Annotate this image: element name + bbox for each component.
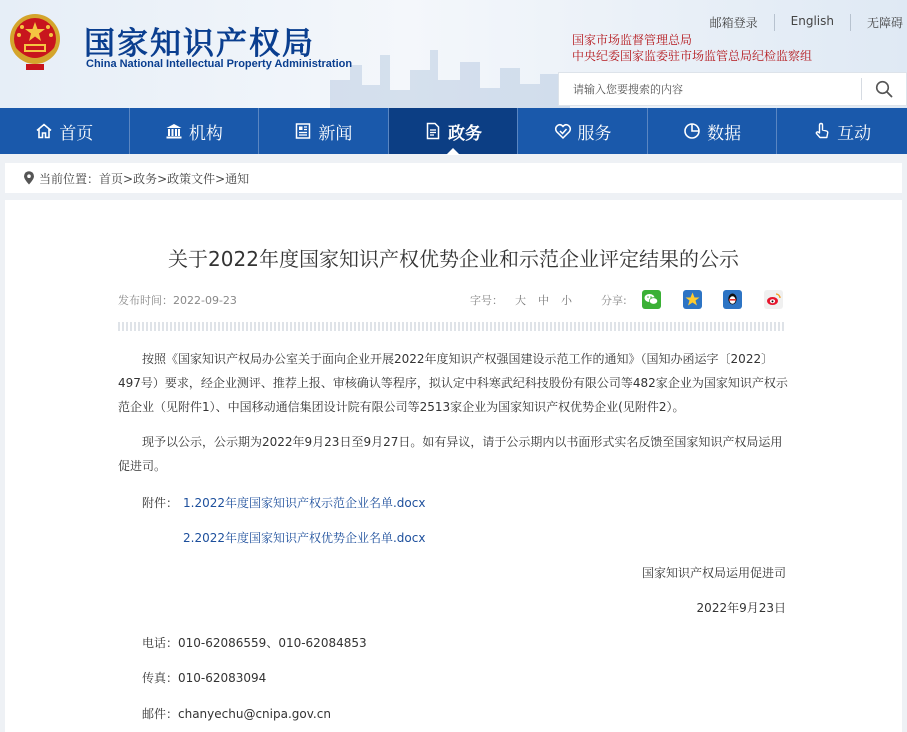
nav-interaction[interactable] <box>777 108 907 154</box>
service-icon <box>554 122 572 140</box>
font-size-controls <box>470 292 572 308</box>
wechat-icon[interactable] <box>642 290 661 309</box>
affiliation-samr[interactable]: 国家市场监督管理总局 <box>572 33 693 47</box>
publish-time: 发布时间：2022-09-23 <box>118 294 237 307</box>
english-link[interactable]: English <box>774 14 850 31</box>
nav-home[interactable] <box>0 108 130 154</box>
signature-org: 国家知识产权局运用促进司 <box>641 566 786 580</box>
news-icon <box>294 122 312 140</box>
qq-icon[interactable] <box>723 290 742 309</box>
nav-service[interactable] <box>518 108 648 154</box>
building-icon <box>165 122 183 140</box>
contact-fax: 传真：010-62083094 <box>142 671 267 685</box>
affiliations <box>572 32 812 64</box>
location-pin-icon <box>23 171 35 185</box>
nav-institution-label: 机构 <box>188 123 223 144</box>
breadcrumb <box>5 163 902 193</box>
article-paragraph-1: 按照《国家知识产权局办公室关于面向企业开展2022年度知识产权强国建设示范工作的通知》（国知办函运字〔2022〕497号）要求，经企业测评、推荐上报、审核确认等程序，拟认定中科寒武纪科技股份有限公司等482家企业为国家知识产权示范企业（见附件1）、中国移动通信集团设计院有限公司等2513家企业为国家知识产权优势企业(见附件2）。 <box>118 352 788 414</box>
nav-government-affairs-label: 政务 <box>447 123 482 144</box>
font-size-label: 字号： <box>470 294 503 307</box>
nav-news-label: 新闻 <box>318 123 353 144</box>
site-header <box>0 0 907 108</box>
breadcrumb-path[interactable]: 首页>政务>政策文件>通知 <box>99 171 250 186</box>
search-input[interactable] <box>559 83 859 96</box>
attachment-link-1[interactable]: 1.2022年度国家知识产权示范企业名单.docx <box>183 496 426 510</box>
nav-government-affairs[interactable] <box>389 108 519 154</box>
site-logo-subtitle: China National Intellectual Property Administration <box>86 58 353 70</box>
nav-interaction-label: 互动 <box>837 123 872 144</box>
search-button[interactable] <box>862 72 906 106</box>
font-size-small[interactable]: 小 <box>561 294 572 307</box>
main-nav <box>0 108 907 154</box>
meta-separator <box>118 322 786 331</box>
article-paragraph-2: 现予以公示，公示期为2022年9月23日至9月27日。如有异议，请于公示期内以书面形式实名反馈至国家知识产权局运用促进司。 <box>118 435 783 473</box>
breadcrumb-prefix: 当前位置： <box>39 171 100 186</box>
weibo-icon[interactable] <box>764 290 783 309</box>
font-size-medium[interactable]: 中 <box>538 294 549 307</box>
top-links <box>694 14 903 31</box>
qzone-icon[interactable] <box>683 290 702 309</box>
mail-login-link[interactable]: 邮箱登录 <box>709 16 758 30</box>
pie-chart-icon <box>683 122 701 140</box>
nav-institution[interactable] <box>130 108 260 154</box>
nav-home-label: 首页 <box>59 123 94 144</box>
document-icon <box>424 122 442 140</box>
signature-date: 2022年9月23日 <box>696 601 786 615</box>
skyline-decoration <box>330 40 570 108</box>
hand-pointer-icon <box>813 122 831 140</box>
nav-service-label: 服务 <box>577 123 612 144</box>
site-logo-title[interactable]: 国家知识产权局 <box>84 26 315 62</box>
share-label: 分享: <box>601 294 627 307</box>
nav-data-label: 数据 <box>707 123 742 144</box>
affiliation-discipline[interactable]: 中央纪委国家监委驻市场监管总局纪检监察组 <box>572 49 813 63</box>
font-size-large[interactable]: 大 <box>515 294 526 307</box>
article-meta <box>118 292 786 310</box>
search-box <box>558 72 907 106</box>
national-emblem-logo[interactable] <box>6 12 64 72</box>
article-title: 关于2022年度国家知识产权优势企业和示范企业评定结果的公示 <box>168 247 739 271</box>
accessibility-link[interactable]: 无障碍 <box>850 14 903 31</box>
attachment-link-2[interactable]: 2.2022年度国家知识产权优势企业名单.docx <box>183 531 426 545</box>
nav-news[interactable] <box>259 108 389 154</box>
contact-email[interactable]: 邮件：chanyechu@cnipa.gov.cn <box>142 707 331 721</box>
home-icon <box>35 122 53 140</box>
contact-phone: 电话：010-62086559、010-62084853 <box>142 636 367 650</box>
search-icon <box>875 80 893 98</box>
attachment-label: 附件： <box>142 496 179 510</box>
nav-data[interactable] <box>648 108 778 154</box>
